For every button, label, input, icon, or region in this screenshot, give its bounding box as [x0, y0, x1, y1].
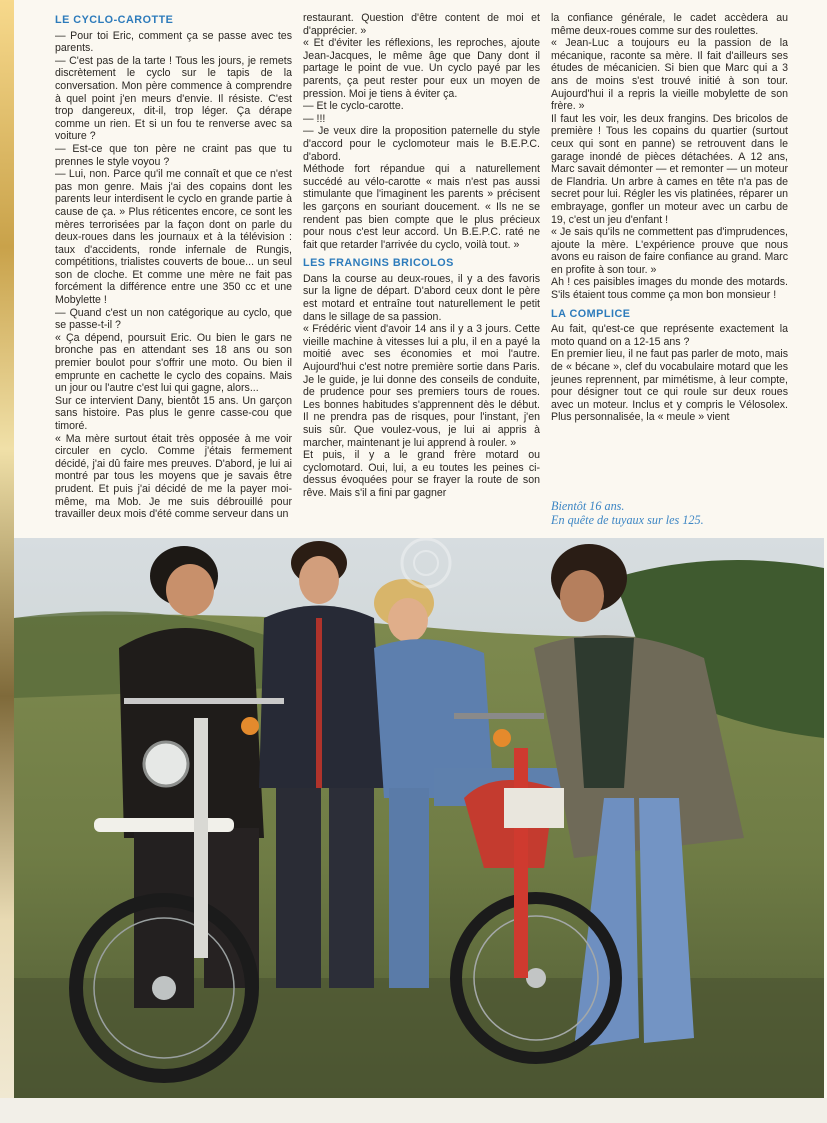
photo-caption — [551, 500, 791, 527]
section-heading-la-complice: LA COMPLICE — [551, 307, 631, 320]
paragraph: — Je veux dire la proposition paternelle du style d'accord pour le cyclomoteur mais le B.E.P.C. d'abord. — [303, 125, 540, 163]
paragraph: — Quand c'est un non catégorique au cyclo, que se passe-t-il ? — [55, 306, 292, 332]
paragraph: — !!! — [303, 112, 326, 125]
paragraph: la confiance générale, le cadet accèdera au même deux-roues comme sur des roulettes. — [551, 12, 788, 37]
paragraph: « Frédéric vient d'avoir 14 ans il y a 3 jours. Cette vieille machine à vitesses lui a plu, il en a payé la moitié avec ses économies et moi l'autre. Aujourd'hui c'est notre première sortie dans Paris. Je le guide, je lui donne des conseils de conduite, de prudence pour ses premiers tours de roues. Les bonnes habitudes s'apprennent dès le début. Il ne prendra pas de risques, pour l'instant, j'en suis sûr. Que voulez-vous, je lui ai appris à marcher, maintenant je lui apprend à rouler. » — [303, 323, 540, 449]
paragraph: « Jean-Luc a toujours eu la passion de la mécanique, raconte sa mère. Il fait d'ailleurs ses études de mécanicien. Si bien que Marc qui a 3 ans de moins s'est trouvé initié à son tour. Aujourd'hui il a repris la vieille mobylette de son frère. » — [551, 37, 788, 113]
section-heading-cyclo-carotte: LE CYCLO-CAROTTE — [55, 14, 174, 26]
paragraph: — Pour toi Eric, comment ça se passe avec tes parents. — [55, 29, 292, 55]
paragraph: Au fait, qu'est-ce que représente exactement la moto quand on a 12-15 ans ? — [551, 323, 788, 348]
paragraph: « Ma mère surtout était très opposée à me voir circuler en cyclo. Comme j'étais fermement décidé, j'ai dû faire mes preuves. D'abord, je lui ai montré par tous les moyens que je savais être prudent. Et puis j'ai décidé de me la payer moi-même, ma Mob. Je me suis débrouillé pour travailler deux mois d'été comme serveur dans un — [55, 432, 292, 521]
text-column-3 — [551, 12, 788, 528]
paragraph: restaurant. Question d'être content de moi et d'apprécier. » — [303, 12, 540, 37]
paragraph: En premier lieu, il ne faut pas parler de moto, mais de « bécane », clef du vocabulaire motard que les jeunes reprennent, par mimétisme, à leur compte, pour désigner tout ce qui roule sur deux roues avec un moteur. Inclus et y compris le Vélosolex. Plus personnalisée, la « meule » vient — [551, 348, 788, 424]
paragraph: Ah ! ces paisibles images du monde des motards. S'ils étaient tous comme ça mon bon monsieur ! — [551, 276, 788, 302]
paragraph: « Et d'éviter les réflexions, les reproches, ajoute Jean-Jacques, le même âge que Dany dont il partage le point de vue. Un cyclo payé par les parents, ça peut rester pour eux un moyen de pression. Moi je tiens à éviter ça. — [303, 37, 540, 100]
paragraph: « Je sais qu'ils ne commettent pas d'imprudences, ajoute la mère. L'expérience prouve que nous avons eu raison de faire confiance au grand. Marc en profite à son tour. » — [551, 226, 788, 276]
paragraph: Dans la course au deux-roues, il y a des favoris sur la ligne de départ. D'abord ceux dont le père est motard et entraîne tout naturellement le petit dans le sillage de sa passion. — [303, 272, 540, 323]
caption-line-2: En quête de tuyaux sur les 125. — [551, 512, 704, 527]
page-bottom-margin — [0, 1098, 827, 1123]
paragraph: — Lui, non. Parce qu'il me connaît et que ce n'est pas mon genre. Mais j'ai des copains dont les parents leur interdisent le cyclo en grande partie à cause de ça. » Plus réticentes encore, ce sont les mères terrorisées par la façon dont on parle du deux-roues dans les journaux et à la télévision : taux d'accidents, ronde infernale de Rungis, compétitions, trialistes couverts de boue... un seul son de cloche. Et comme une mère ne fait pas forcément la différence entre une 350 cc et une Mobylette ! — [55, 168, 292, 307]
paragraph: Et puis, il y a le grand frère motard ou cyclomotard. Oui, lui, a eu toutes les peines ci-dessus évoquées pour se frayer la route de son rêve. Mais s'il a fini par gagner — [303, 449, 540, 499]
caption-line-1: Bientôt 16 ans. — [551, 499, 625, 513]
photograph — [14, 538, 824, 1098]
section-heading-frangins-bricolos: LES FRANGINS BRICOLOS — [303, 257, 454, 270]
text-column-2 — [303, 12, 540, 528]
photo-illustration — [14, 538, 824, 1098]
page-binding-edge — [0, 0, 14, 1123]
paragraph: — C'est pas de la tarte ! Tous les jours, je remets discrètement le cyclo sur le tapis de la conversation. Mon père commence à comprendre à quel point j'en meurs d'envie. Il résiste. C'est trop dangereux, dit-il, trop léger. Ça dérape comme un rien. Et si un fou te renverse avec sa voiture ? — [55, 54, 292, 143]
paragraph: — Est-ce que ton père ne craint pas que tu prennes le style voyou ? — [55, 142, 292, 168]
paragraph: Méthode fort répandue qui a naturellement succédé au vélo-carotte « mais n'est pas aussi stimulante que l'imaginent les parents » précisent les garçons en souriant doucement. « Ils ne se rendent pas bien compte que le plus précieux pour nous c'est leur accord. Un B.E.P.C. raté ne fait que retarder l'arrivée du cyclo, voilà tout. » — [303, 163, 540, 251]
text-column-1 — [55, 12, 292, 528]
paragraph: — Et le cyclo-carotte. — [303, 100, 404, 113]
paragraph: Sur ce intervient Dany, bientôt 15 ans. Un garçon sans histoire. Pas plus le genre casse-cou que timoré. — [55, 394, 292, 432]
paragraph: « Ça dépend, poursuit Eric. Ou bien le gars ne bronche pas en attendant ses 18 ans ou son premier boulot pour s'offrir une moto. Ou bien il emprunte en cachette le cyclo des copains. Mais un jour ou l'autre c'est lui qui gagne, alors... — [55, 331, 292, 395]
paragraph: Il faut les voir, les deux frangins. Des bricolos de première ! Tous les copains du quartier (surtout ceux qui sont en panne) se retrouvent dans le garage inondé de pièces détachées. A 12 ans, Marc savait démonter — et remonter — un moteur de Flandria. Un arbre à cames en tête n'a pas de secret pour lui. Régler les vis platinées, réparer un embrayage, gonfler un moteur avec un carbu de 19, c'est un jeu d'enfant ! — [551, 112, 788, 226]
